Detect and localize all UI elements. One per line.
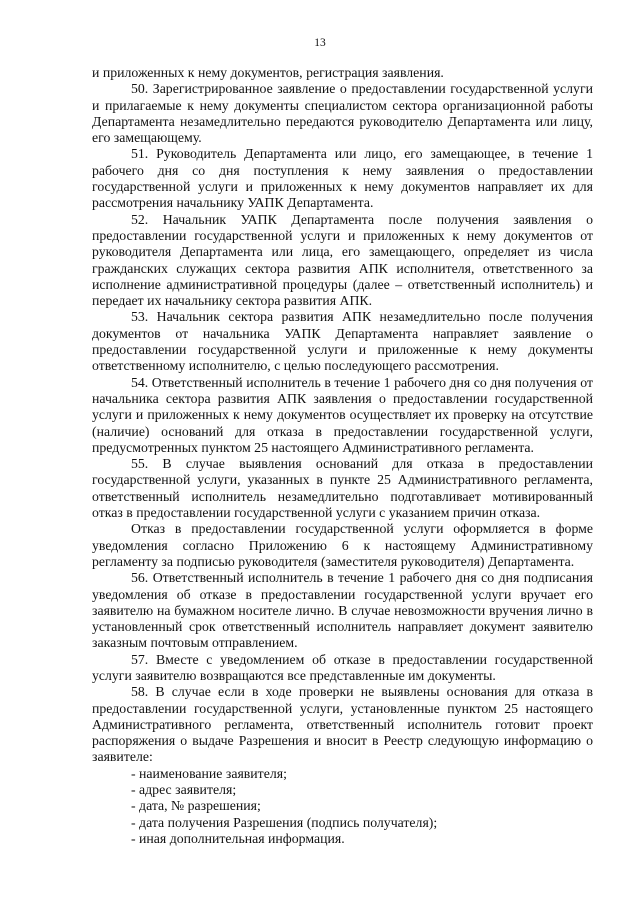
paragraph-55: 55. В случае выявления оснований для отказа в предоставлении государственной услуги, указанных в пункте 25 Административного регламента, ответственный исполнитель незамедлительно подготавливает мотивированный отказ в предоставлении государственной услуги с указанием причин отказа. (92, 456, 593, 521)
list-item: - дата получения Разрешения (подпись получателя); (131, 814, 438, 830)
document-body (92, 65, 593, 847)
paragraph-55-refusal-form: Отказ в предоставлении государственной услуги оформляется в форме уведомления согласно Приложению 6 к настоящему Административному регламенту за подписью руководителя (заместителя руководителя) Департамента. (92, 521, 593, 569)
registry-info-list (92, 766, 593, 847)
paragraph-continuation: и приложенных к нему документов, регистрация заявления. (92, 65, 444, 80)
paragraph-57: 57. Вместе с уведомлением об отказе в предоставлении государственной услуги заявителю возвращаются все представленные им документы. (92, 651, 593, 683)
paragraph-50: 50. Зарегистрированное заявление о предоставлении государственной услуги и прилагаемые к нему документы специалистом сектора организационной работы Департамента незамедлительно передаются руководителю Департамента или лицу, его замещающему. (92, 81, 593, 146)
list-item: - дата, № разрешения; (131, 798, 261, 814)
paragraph-58: 58. В случае если в ходе проверки не выявлены основания для отказа в предоставлении государственной услуги, установленные пунктом 25 настоящего Административного регламента, ответственный исполнитель готовит проект распоряжения о выдаче Разрешения и вносит в Реестр следующую информацию о заявителе: (92, 684, 593, 765)
paragraph-51: 51. Руководитель Департамента или лицо, его замещающее, в течение 1 рабочего дня со дня поступления к нему заявления о предоставлении государственной услуги и приложенных к нему документов направляет их для рассмотрения начальнику УАПК Департамента. (92, 146, 593, 211)
page-number: 13 (314, 37, 326, 49)
list-item: - иная дополнительная информация. (131, 830, 345, 846)
paragraph-52: 52. Начальник УАПК Департамента после получения заявления о предоставлении государственной услуги и приложенных к нему документов от руководителя Департамента или лица, его замещающего, определяет из числа гражданских служащих сектора развития АПК исполнителя, ответственного за исполнение административной процедуры (далее – ответственный исполнитель) и передает их начальнику сектора развития АПК. (92, 211, 593, 309)
paragraph-56: 56. Ответственный исполнитель в течение 1 рабочего дня со дня подписания уведомления об отказе в предоставлении государственной услуги вручает его заявителю на бумажном носителе лично. В случае невозможности вручения лично в установленный срок ответственный исполнитель направляет документ заявителю заказным почтовым отправлением. (92, 570, 593, 651)
list-item: - наименование заявителя; (131, 765, 287, 781)
list-item: - адрес заявителя; (131, 782, 237, 798)
paragraph-54: 54. Ответственный исполнитель в течение 1 рабочего дня со дня получения от начальника сектора развития АПК заявления о предоставлении государственной услуги и приложенных к нему документов осуществляет их проверку на отсутствие (наличие) оснований для отказа в предоставлении государственной услуги, предусмотренных пунктом 25 настоящего Административного регламента. (92, 374, 593, 455)
paragraph-53: 53. Начальник сектора развития АПК незамедлительно после получения документов от начальника УАПК Департамента направляет заявление о предоставлении государственной услуги и приложенные к нему документы ответственному исполнителю, с целью последующего рассмотрения. (92, 309, 593, 374)
